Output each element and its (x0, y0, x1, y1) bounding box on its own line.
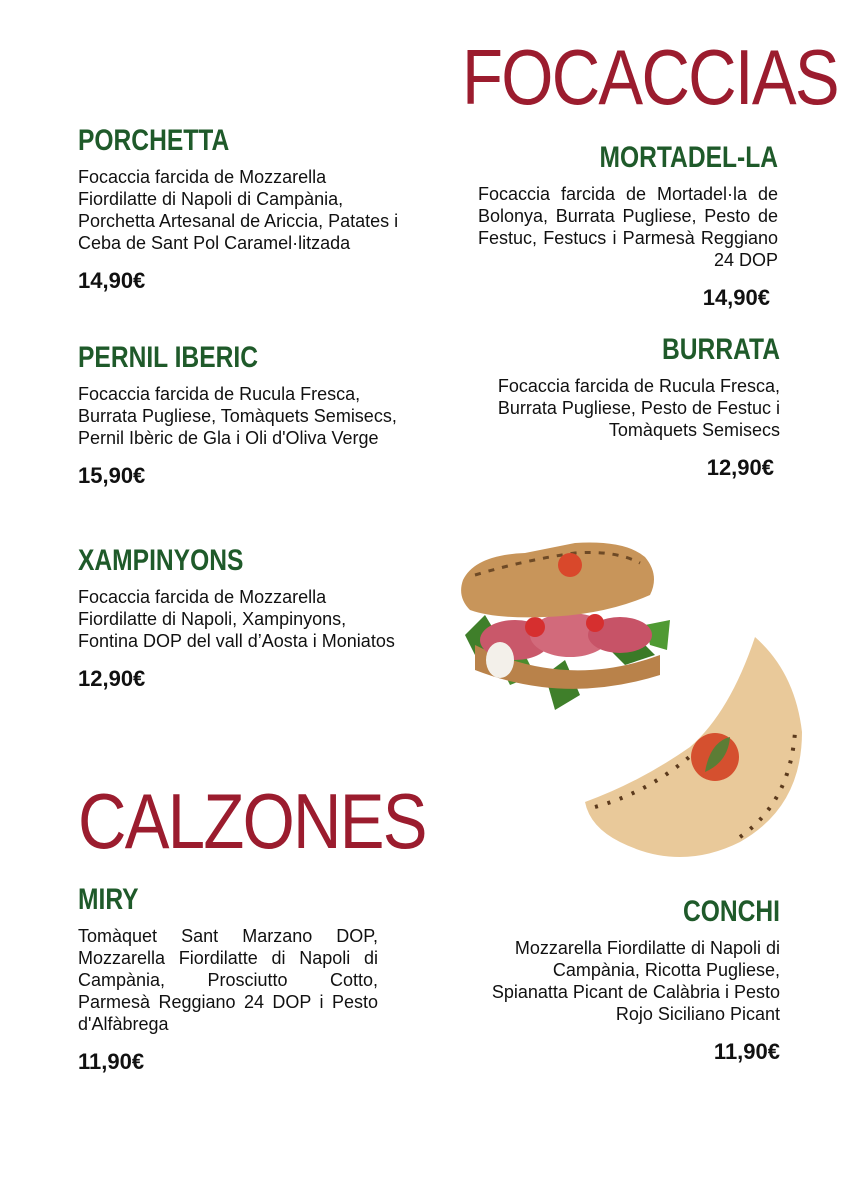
item-name: PORCHETTA (78, 124, 230, 157)
item-description: Tomàquet Sant Marzano DOP, Mozzarella Fiordilatte di Napoli di Campània, Prosciutto Cotto, Parmesà Reggiano 24 DOP i Pesto d'Alfàbrega (78, 926, 378, 1034)
item-price: 12,90€ (706, 455, 774, 480)
menu-item-mortadella (478, 143, 778, 311)
menu-item-xampinyons (78, 546, 408, 692)
item-price: 14,90€ (78, 268, 146, 293)
item-name: PERNIL IBERIC (78, 341, 258, 374)
item-name: CONCHI (682, 895, 780, 928)
calzones-section-title: CALZONES (78, 777, 426, 865)
item-description: Focaccia farcida de Mortadel·la de Bolonya, Burrata Pugliese, Pesto de Festuc, Festucs i Parmesà Reggiano 24 DOP (478, 184, 778, 270)
item-price: 11,90€ (78, 1049, 145, 1074)
top-bread (461, 543, 654, 618)
item-name: XAMPINYONS (78, 544, 244, 577)
item-description: Focaccia farcida de Mozzarella Fiordilatte di Napoli, Xampinyons, Fontina DOP del vall d’Aosta i Moniatos (78, 587, 395, 651)
item-price: 12,90€ (78, 666, 146, 691)
item-description: Focaccia farcida de Rucula Fresca, Burrata Pugliese, Tomàquets Semisecs, Pernil Ibèric de Gla i Oli d'Oliva Verge (78, 384, 397, 448)
item-name: MIRY (78, 883, 139, 916)
item-price: 14,90€ (702, 285, 770, 310)
menu-item-pernil-iberic (78, 343, 408, 489)
focaccias-section-title: FOCACCIAS (462, 33, 838, 121)
item-price: 15,90€ (78, 463, 146, 488)
item-name: BURRATA (662, 333, 780, 366)
menu-item-miry (78, 885, 378, 1075)
item-description: Focaccia farcida de Rucula Fresca, Burrata Pugliese, Pesto de Festuc i Tomàquets Semisecs (497, 376, 780, 440)
item-price: 11,90€ (713, 1039, 780, 1064)
menu-item-conchi (478, 897, 780, 1065)
calzone-image (580, 632, 805, 862)
tomato-topping (558, 553, 582, 577)
item-description: Focaccia farcida de Mozzarella Fiordilatte di Napoli di Campània, Porchetta Artesanal de Ariccia, Patates i Ceba de Sant Pol Caramel·litzada (78, 167, 399, 253)
item-name: MORTADEL-LA (599, 141, 778, 174)
menu-item-burrata (478, 335, 780, 481)
item-description: Mozzarella Fiordilatte di Napoli di Campània, Ricotta Pugliese, Spianatta Picant de Calàbria i Pesto Rojo Siciliano Picant (491, 938, 780, 1024)
menu-item-porchetta (78, 126, 408, 294)
